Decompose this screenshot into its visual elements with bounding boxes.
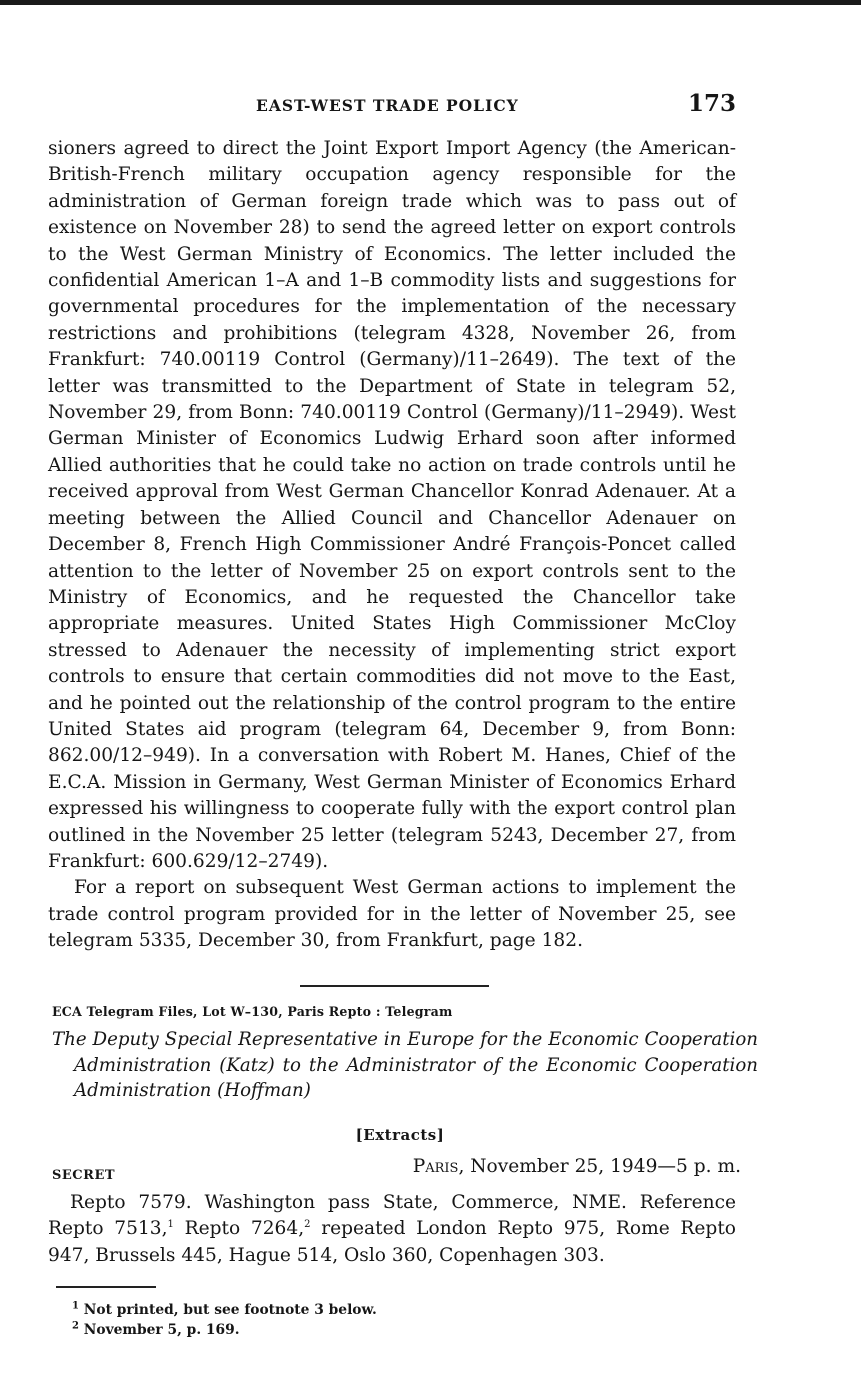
body-paragraph: For a report on subsequent West German actions to implement the trade control program provided for in the letter of November 25, see telegram 5335, December 30, from Frankfurt, page 182. [48,877,736,952]
running-head [0,90,861,120]
dateline [413,1156,741,1177]
section-divider [300,985,489,987]
document-source: ECA Telegram Files, Lot W–130, Paris Repto : Telegram [52,1004,453,1019]
footnotes [72,1300,672,1340]
body-paragraph: sioners agreed to direct the Joint Export Import Agency (the American-British-French military occupation agency responsible for the administration of German foreign trade which was to pass out of existence on November 28) to send the agreed letter on export controls to the West German Ministry of Economics. The letter included the confidential American 1–A and 1–B commodity lists and suggestions for governmental procedures for the implementation of the necessary restrictions and prohibitions (telegram 4328, November 26, from Frankfurt: 740.00119 Control (Germany)/11–2649). The text of the letter was transmitted to the Department of State in telegram 52, November 29, from Bonn: 740.00119 Control (Germany)/11–2949). West German Minister of Economics Ludwig Erhard soon after informed Allied authorities that he could take no action on trade controls until he received approval from West German Chancellor Konrad Adenauer. At a meeting between the Allied Council and Chancellor Adenauer on December 8, French High Commissioner André François-Poncet called attention to the letter of November 25 on export controls sent to the Ministry of Economics, and he requested the Chancellor take appropriate measures. United States High Commissioner McCloy stressed to Adenauer the necessity of implementing strict export controls to ensure that certain commodities did not move to the East, and he pointed out the relationship of the control program to the entire United States aid program (telegram 64, December 9, from Bonn: 862.00/12–949). In a conversation with Robert M. Hanes, Chief of the E.C.A. Mission in Germany, West German Minister of Economics Erhard expressed his willingness to cooperate fully with the export control plan outlined in the November 25 letter (telegram 5243, December 27, from Frankfurt: 600.629/12–2749). [48,138,736,872]
classification-label: SECRET [52,1168,116,1183]
footnote-ref: 2 [304,1219,311,1231]
footnote-divider [56,1286,156,1288]
running-title: EAST-WEST TRADE POLICY [256,96,519,115]
message-text: repeated London Repto 975, Rome Repto 947, Brussels 445, Hague 514, Oslo 360, Copenhagen 303. [48,1218,736,1266]
footnote-marker: 1 [72,1300,79,1312]
footnote [72,1320,672,1340]
footnote-text: Not printed, but see footnote 3 below. [78,1302,377,1318]
document-title: The Deputy Special Representative in Europe for the Economic Cooperation Administration (Katz) to the Administrator of the Economic Cooperation Administration (Hoffman) [52,1029,758,1101]
page-number: 173 [688,90,737,117]
footnote-ref: 1 [167,1219,174,1231]
page-top-border [0,0,861,5]
body-text [48,136,736,955]
dateline-place: Paris [412,1156,459,1177]
message-text: Repto 7264, [173,1218,305,1240]
dateline-date: , November 25, 1949—5 p. m. [458,1156,741,1177]
message-text: Repto 7579. Washington pass State, Commerce, NME. Reference Repto 7513, [48,1192,736,1240]
extracts-label: [Extracts] [355,1126,445,1144]
message-body [48,1190,736,1269]
footnote [72,1300,672,1320]
footnote-text: November 5, p. 169. [78,1322,240,1338]
footnote-marker: 2 [72,1320,79,1332]
